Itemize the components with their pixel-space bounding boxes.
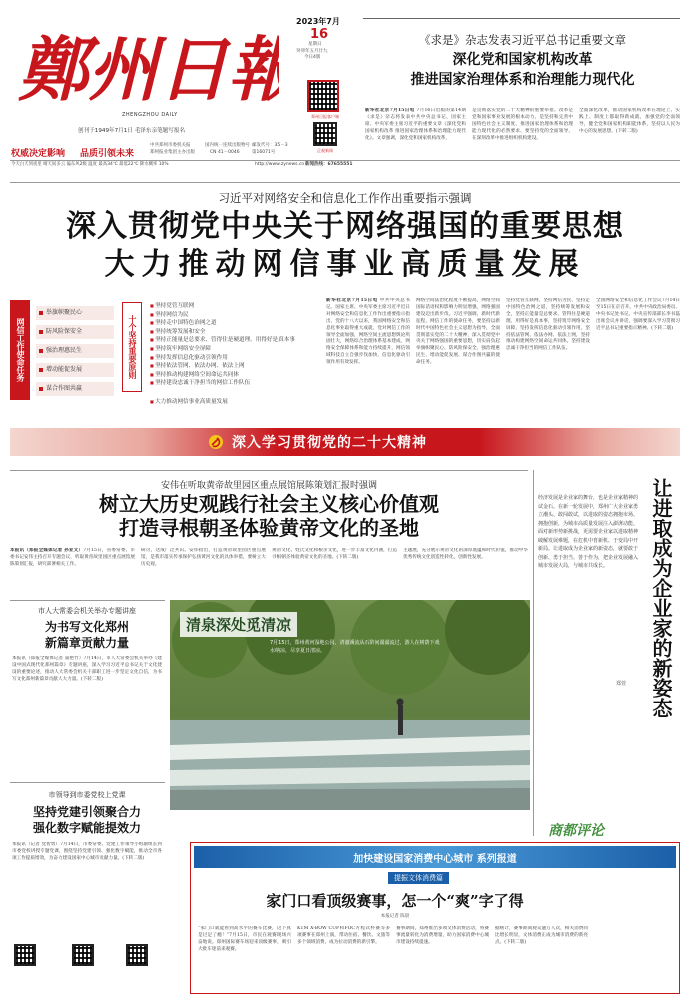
story-3-title-2: 新篇章贡献力量 bbox=[44, 636, 129, 650]
logo-text: 鄭州日報 bbox=[18, 28, 279, 111]
commentary-body: 经济发展是企业家的舞台，也是企业家精神的试金石。在新一轮发展中，郑州广大企业家勇立潮头、敢闯敢试，以进取的姿态拥抱市场、拥抱创新，为城市高质量发展注入澎湃动能。面对新形势新挑战，更需要企业家以进取精神破解发展难题，在危机中育新机、于变局中开新局。让进取成为企业家的新姿态，就要敢于创新、勇于担当、善于作为，把企业发展融入城市发展大局，与城市共成长。 bbox=[538, 495, 638, 569]
host-1: 中共郑州市委机关报 bbox=[150, 143, 191, 148]
lead-title-1: 深入贯彻党中央关于网络强国的重要思想 bbox=[66, 209, 624, 244]
feature-subseries: 提振文体消费篇 bbox=[388, 872, 449, 884]
commentary-column-tag: 商都评论 bbox=[548, 823, 604, 839]
story-2-col-4: 主题展，充分展示黄帝文化的深厚底蕴和时代价值，推动中华优秀传统文化创造性转化、创新性发展。 bbox=[403, 548, 528, 560]
founded-line: 创刊于1949年7月1日 毛泽东亲笔题写报名 bbox=[78, 128, 186, 134]
mission-item: 举旗帜聚民心 bbox=[36, 306, 114, 320]
principle-item: ■ 坚持党管互联网 bbox=[150, 302, 320, 311]
story-2-col-2: 研讨，达成广泛共识。安伟指出，打造黄帝故里园区重点展馆，是我市落实传承保护弘扬黄河文化的具体举措，要树立大历史观。 bbox=[141, 548, 266, 567]
issue-no: 邮发代号：35－3 bbox=[252, 143, 288, 148]
principles-tail: ■ 大力推动网信事业高质量发展 bbox=[150, 398, 228, 407]
lead-col-1: 中共中央总书记、国家主席、中央军委主席习近平近日对网络安全和信息化工作作出重要指示指出，党的十八大以来，我国网络安全和信息化事业取得重大成就，党对网信工作的领导全面加强，网络空间主流思想舆论巩固壮大，网络综合治理体系基本建成，网络安全保障体系和能力持续提升，网信领域科技自立自强步伐加快，信息化驱动引领作用有效发挥。 bbox=[326, 298, 410, 366]
theme-banner-text: 深入学习贯彻党的二十大精神 bbox=[232, 435, 427, 451]
feature-col-2: KTM X-BOW CUP和FOC方程式杯赛等多项赛事在郑州上演，带动住宿、餐饮、文旅等多个领域消费，成为拉动消费的新引擎。 bbox=[297, 926, 390, 945]
story-4-title-2: 强化数字赋能提效力 bbox=[32, 821, 141, 835]
masthead-pinyin: ZHENGZHOU DAILY bbox=[122, 112, 178, 118]
news-qr-code[interactable] bbox=[313, 122, 337, 146]
date-day: 16 bbox=[310, 27, 329, 42]
principle-item: ■ 坚持走中国特色治网之道 bbox=[150, 319, 320, 328]
date-lunar: 癸卯年五月廿九 bbox=[296, 48, 328, 54]
lead-col-2: 网络空间法治化程度不断提高，网络空间国际话语权和影响力明显增强，网络强国建设迈出新步伐。习近平强调，新时代新征程，网信工作的使命任务，要坚持以新时代中国特色社会主义思想为指导，全面贯彻落实党的二十大精神，深入贯彻党中央关于网络强国的重要思想，切实肩负起举旗帜聚民心、防风险保安全、强治理惠民生、增动能促发展、谋合作图共赢的使命任务。 bbox=[416, 298, 500, 366]
feature-col-3: 赛事期间，郑州推出多项文体消费活动，将赛事流量转化为消费增量，助力国家消费中心城市建设持续提速。 bbox=[396, 926, 489, 945]
cn-1: 国内统一连续出版物号 bbox=[205, 143, 250, 148]
app-qr-code[interactable] bbox=[307, 80, 339, 112]
mission-label: 网信工作使命任务 bbox=[10, 300, 30, 400]
party-emblem-icon bbox=[208, 434, 224, 450]
feature-series: 加快建设国家消费中心城市 系列报道 bbox=[353, 854, 517, 865]
top-story-kicker: 《求是》杂志发表习近平总书记重要文章 bbox=[419, 33, 626, 47]
cn-2: CN 41－0046 bbox=[210, 150, 240, 155]
serial-no: 第16071号 bbox=[252, 150, 276, 155]
story-2-kicker: 安伟在听取黄帝故里园区重点展馆展陈策划汇报时强调 bbox=[160, 481, 377, 491]
feature-body bbox=[198, 926, 588, 988]
date-year-month: 2023年7月 bbox=[296, 17, 340, 26]
story-2-col-1: 7月15日，省委常委、市委书记安伟主持召开专题会议，听取黄帝故里园区重点展馆展陈策划汇报，研究部署相关工作。 bbox=[10, 548, 135, 567]
story-4-kicker: 市领导到市委党校上党课 bbox=[48, 791, 126, 799]
weather-line: 今天白天到夜里 晴天间多云 偏东风2级 温度 最高34℃ 最低22℃ 降水概率 10% bbox=[11, 162, 169, 167]
story-2-title-2: 打造寻根朝圣体验黄帝文化的圣地 bbox=[119, 516, 419, 540]
principle-item: ■ 坚持依法管网、依法办网、依法上网 bbox=[150, 362, 320, 371]
divider bbox=[10, 600, 165, 601]
principle-item: ■ 坚持发挥信息化驱动引领作用 bbox=[150, 354, 320, 363]
principle-item: ■ 坚持统筹发展和安全 bbox=[150, 328, 320, 337]
feature-col-1: “家门口就能看到高水平的赛车比赛，这下真是过足了瘾！”7月15日，市民在观赛现场兴奋地说。郑州国际赛车场迎来顶级赛事，吸引大批车迷前来观赛。 bbox=[198, 926, 291, 952]
lead-body bbox=[326, 298, 680, 408]
photo-title: 清泉深处觅清凉 bbox=[180, 612, 297, 637]
principle-item: ■ 坚持正能量是总要求、管得住是硬道理、用得好是真本事 bbox=[150, 336, 320, 345]
date-weekday: 星期日 bbox=[308, 42, 322, 47]
commentary-headline: 让进取成为企业家的新姿态 bbox=[649, 478, 673, 718]
story-2-col-3: 黄帝文化、姓氏文化和根亲文化，进一步丰富文化内涵，打造寻根朝圣体验黄帝文化的圣地。(下转二版) bbox=[272, 548, 397, 560]
lead-col-3: 坚持党管互联网，坚持网信为民，坚持走中国特色治网之道，坚持统筹发展和安全，坚持正能量是总要求、管得住是硬道理、用得好是真本事，坚持筑牢网络安全屏障，坚持发挥信息化驱动引领作用，坚持依法管网、依法办网、依法上网，坚持推动构建网络空间命运共同体，坚持建设忠诚干净担当的网信工作队伍。 bbox=[506, 298, 590, 352]
principle-item: ■ 坚持网信为民 bbox=[150, 311, 320, 320]
top-story-col-3: 全面深化改革，推动国家机构改革在理论上、实践上、制度上都取得新成就，加强党的全面领导，健全党和国家机构职能体系，坚持以人民为中心的发展思想。(下转二版) bbox=[579, 108, 680, 134]
website[interactable]: http://www.zynews.cn bbox=[255, 162, 305, 167]
lead-title-2: 大力推动网信事业高质量发展 bbox=[104, 247, 586, 282]
lead-dateline: 新华社北京7月15日电 bbox=[326, 298, 378, 303]
top-story bbox=[365, 12, 680, 160]
story-qr-1[interactable] bbox=[14, 944, 36, 966]
lead-col-4: 全国网络安全和信息化工作会议7月14日至15日在京召开。中共中央政治局委员、中央书记处书记、中央宣传部部长李书磊出席会议并讲话，强调要深入学习贯彻习近平总书记重要指示精神。(下转二版) bbox=[596, 298, 680, 331]
news-hotline: 新闻热线：67655551 bbox=[305, 162, 353, 167]
qr-caption: 郑州日报客户端 bbox=[311, 114, 339, 119]
story-4-body: 本报讯（记者 党智勇）7月14日，市委常委、党建工作领导小组副组长到市委党校讲授专题党课，围绕坚持党建引领、强化数字赋能，推动全市各项工作提质增效，为奋力建设国家中心城市贡献力量。(下转二版) bbox=[12, 842, 162, 861]
news-photo[interactable] bbox=[170, 600, 530, 810]
story-3-kicker: 市人大常委会机关举办专题讲座 bbox=[38, 607, 136, 615]
top-story-dateline: 新华社北京7月15日电 bbox=[365, 108, 415, 113]
photo-caption: 7月15日，郑州黄河湿地公园，清澈溪流从石阶间潺潺流过，游人在树荫下戏水纳凉，尽享夏日清凉。 bbox=[270, 640, 440, 654]
story-3-title-1: 为书写文化郑州 bbox=[44, 620, 129, 634]
principle-item: ■ 坚持建设忠诚干净担当的网信工作队伍 bbox=[150, 379, 320, 388]
theme-banner bbox=[10, 428, 680, 456]
feature-title: 家门口看顶级赛事，怎一个“爽”字了得 bbox=[266, 892, 524, 910]
story-4-title-1: 坚持党建引领聚合力 bbox=[32, 805, 141, 819]
feature-col-4: 据统计，赛事期间观众逾万人次，相关消费同比增长明显，文体消费正成为城市消费的新亮点。(下转二版) bbox=[495, 926, 588, 945]
story-2-byline: 本报讯（郑报全媒体记者 孙亚文） bbox=[10, 548, 84, 553]
commentary-author: 郑萱 bbox=[616, 681, 627, 687]
newspaper-logo bbox=[14, 10, 279, 115]
top-story-col-1: 7月16日出版的第14期《求是》杂志将发表中共中央总书记、国家主席、中央军委主席习近平的重要文章《深化党和国家机构改革 推进国家治理体系和治理能力现代化》。文章强调，深化党和国家机构改革， bbox=[365, 108, 466, 141]
page-count: 今日4版 bbox=[304, 55, 321, 60]
feature-byline: 本报记者 陈晨 bbox=[380, 914, 410, 919]
principle-item: ■ 坚持筑牢网络安全屏障 bbox=[150, 345, 320, 354]
divider bbox=[10, 782, 165, 783]
top-story-title-2: 推进国家治理体系和治理能力现代化 bbox=[410, 72, 635, 88]
divider bbox=[10, 470, 528, 471]
divider bbox=[533, 470, 534, 836]
story-2-body bbox=[10, 548, 528, 600]
slogan-2: 品质引领未来 bbox=[80, 149, 135, 159]
divider bbox=[10, 182, 680, 183]
principles-label: 十个坚持重要原则 bbox=[122, 302, 142, 392]
logo-calligraphy-icon bbox=[14, 10, 279, 115]
principles-list bbox=[150, 302, 320, 388]
story-3-body: 本报讯（郑报全媒体记者 董艳竹）7月14日，市人大常委会机关举办《建设中国式现代化郑州篇章》专题讲座，深入学习习近平总书记关于文化建设的重要论述，推动人大常委会机关干部职工进一步坚定文化自信，为书写文化郑州新篇章贡献人大力量。(下转二版) bbox=[12, 656, 162, 682]
mission-item: 强治理惠民生 bbox=[36, 344, 114, 358]
host-2: 郑州报业集团主办出版 bbox=[150, 150, 195, 155]
top-story-col-2: 是贯彻落实党的二十大精神的重要举措。改革是党和国家事业发展的根本动力，是坚持和完善中国特色社会主义制度、推进国家治理体系和治理能力现代化的必然要求。要坚持党的全面领导，在深刻改革中推进组织机构建设。 bbox=[472, 108, 573, 141]
slogan-1: 权威决定影响 bbox=[11, 149, 66, 159]
qr-caption-2: 正观新闻 bbox=[317, 148, 333, 153]
principle-item: ■ 坚持推动构建网络空间命运共同体 bbox=[150, 371, 320, 380]
mission-item: 增动能促发展 bbox=[36, 363, 114, 377]
top-story-title-1: 深化党和国家机构改革 bbox=[452, 52, 593, 68]
top-story-rule bbox=[363, 18, 680, 19]
story-qr-2[interactable] bbox=[72, 944, 94, 966]
story-qr-3[interactable] bbox=[126, 944, 148, 966]
lead-kicker: 习近平对网络安全和信息化工作作出重要指示强调 bbox=[218, 191, 472, 205]
mission-item: 谋合作图共赢 bbox=[36, 382, 114, 396]
story-2-title-1: 树立大历史观践行社会主义核心价值观 bbox=[99, 492, 439, 516]
mission-item: 防风险保安全 bbox=[36, 325, 114, 339]
